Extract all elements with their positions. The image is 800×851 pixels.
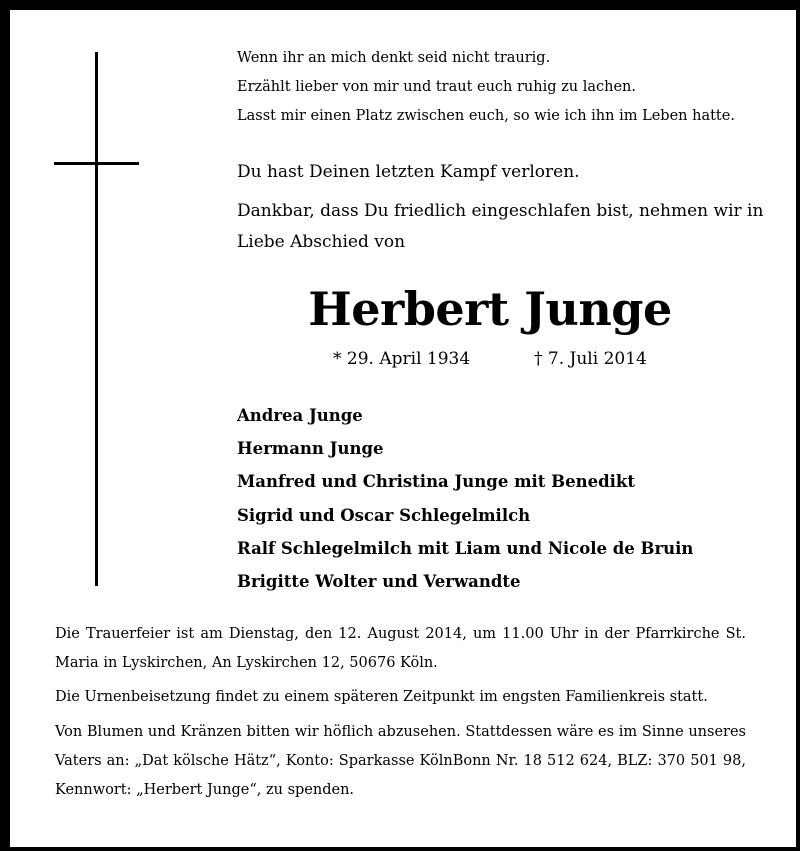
intro-line-1: Du hast Deinen letzten Kampf verloren.: [237, 162, 580, 182]
intro-line-3: Liebe Abschied von: [237, 232, 406, 252]
deceased-name: Herbert Junge: [308, 282, 672, 336]
intro-line-2: Dankbar, dass Du friedlich eingeschlafen bist, nehmen wir in: [237, 201, 764, 221]
funeral-announcement: Die Trauerfeier ist am Dienstag, den 12. August 2014, um 11.00 Uhr in der Pfarrkirche St. Maria in Lyskirchen, An Lyskirchen 12, 50676 Köln.: [55, 626, 746, 671]
family-member-1: Andrea Junge: [237, 406, 363, 425]
urn-burial-notice: Die Urnenbeisetzung findet zu einem späteren Zeitpunkt im engsten Familienkreis statt.: [55, 689, 708, 705]
cross-horizontal-bar: [54, 162, 139, 165]
poem-line-3: Lasst mir einen Platz zwischen euch, so wie ich ihn im Leben hatte.: [237, 108, 735, 124]
family-member-2: Hermann Junge: [237, 439, 384, 458]
family-member-6: Brigitte Wolter und Verwandte: [237, 572, 521, 591]
poem-line-2: Erzählt lieber von mir und traut euch ruhig zu lachen.: [237, 79, 636, 95]
poem-line-1: Wenn ihr an mich denkt seid nicht traurig.: [237, 50, 551, 66]
family-member-3: Manfred und Christina Junge mit Benedikt: [237, 472, 635, 491]
family-member-5: Ralf Schlegelmilch mit Liam und Nicole de Bruin: [237, 539, 694, 558]
death-date: † 7. Juli 2014: [534, 349, 647, 369]
birth-date: * 29. April 1934: [333, 349, 471, 369]
family-member-4: Sigrid und Oscar Schlegelmilch: [237, 506, 531, 525]
donation-request: Von Blumen und Kränzen bitten wir höflich abzusehen. Stattdessen wäre es im Sinne unseres Vaters an: „Dat kölsche Hätz“, Konto: Sparkasse KölnBonn Nr. 18 512 624, BLZ: 370 501 98, Kennwort: „Herbert Junge“, zu spenden.: [55, 724, 746, 798]
